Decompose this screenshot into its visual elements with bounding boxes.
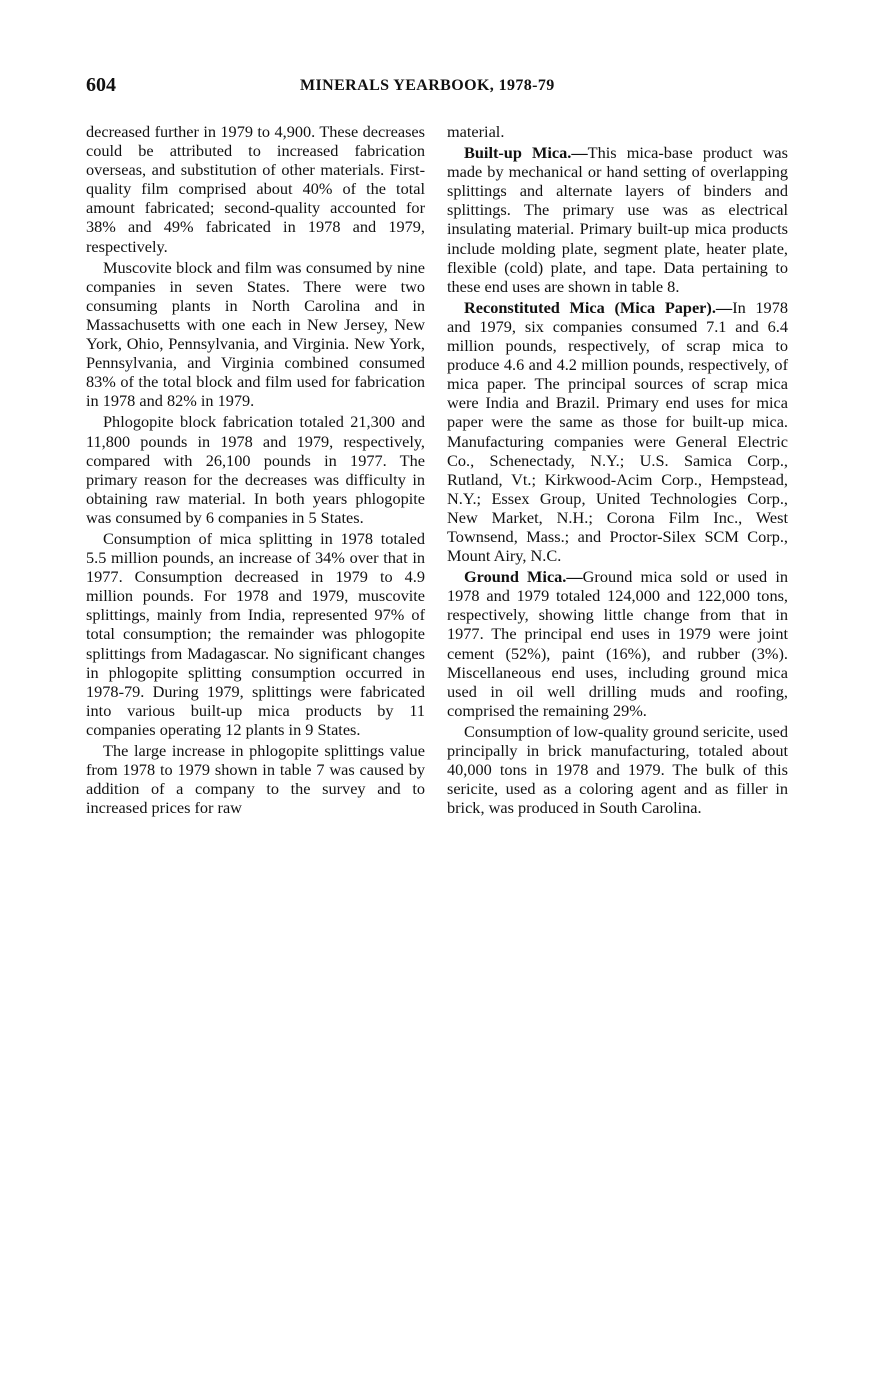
paragraph: Consumption of mica splitting in 1978 totaled 5.5 million pounds, an increase of 34% over that in 1977. Consumption decreased in 1979 to 4.9 million pounds. For 1978 and 1979, muscovite splittings, mainly from India, represented 97% of total consumption; the remainder was phlogopite splittings from Madagascar. No significant changes in phlogopite splitting consumption occurred in 1978-79. During 1979, splittings were fabricated into various built-up mica products by 11 companies operating 12 plants in 9 States. [86, 528, 425, 739]
section-heading-ground-mica: Ground Mica.— [464, 567, 583, 587]
paragraph: material. [447, 122, 505, 141]
paragraph: Muscovite block and film was consumed by nine companies in seven States. There were two consuming plants in North Carolina and in Massachusetts with one each in New Jersey, New York, Ohio, Pennsylvania, and Virginia. New York, Pennsylvania, and Virginia combined consumed 83% of the total block and film used for fabrication in 1978 and 82% in 1979. [86, 257, 425, 411]
section-heading-built-up-mica: Built-up Mica.— [464, 143, 588, 163]
paragraph [447, 567, 788, 720]
page-header [0, 74, 871, 102]
paragraph-text: Ground mica sold or used in 1978 and 1979 totaled 124,000 and 122,000 tons, respectively, showing little change from that in 1977. The principal end uses in 1979 were joint cement (52%), paint (16%), and rubber (3%). Miscellaneous end uses, including ground mica used in oil well drilling muds and roofing, comprised the remaining 29%. [447, 567, 788, 720]
running-title: MINERALS YEARBOOK, 1978-79 [300, 77, 555, 94]
paragraph-text: This mica-base product was made by mechanical or hand setting of overlapping splittings and alternate layers of binders and splittings. The primary use was as electrical insulating material. Primary built-up mica products include molding plate, segment plate, heater plate, flexible (cold) plate, and tape. Data pertaining to these end uses are shown in table 8. [447, 143, 788, 296]
paragraph: Consumption of low-quality ground sericite, used principally in brick manufacturing, totaled about 40,000 tons in 1978 and 1979. The bulk of this sericite, used as a coloring agent and as filler in brick, was produced in South Carolina. [447, 721, 788, 818]
paragraph: Phlogopite block fabrication totaled 21,300 and 11,800 pounds in 1978 and 1979, respectively, compared with 26,100 pounds in 1977. The primary reason for the decreases was difficulty in obtaining raw material. In both years phlogopite was consumed by 6 companies in 5 States. [86, 412, 425, 527]
paragraph [447, 298, 788, 565]
right-column [447, 122, 788, 819]
section-heading-reconstituted-mica: Reconstituted Mica (Mica Paper).— [464, 297, 733, 317]
left-column [86, 122, 425, 819]
paragraph [447, 143, 788, 296]
page-number: 604 [86, 74, 116, 96]
paragraph-text: In 1978 and 1979, six companies consumed 7.1 and 6.4 million pounds, respectively, of scrap mica to produce 4.6 and 4.2 million pounds, respectively, of mica paper. The principal sources of scrap mica were India and Brazil. Primary end uses for mica paper were the same as those for built-up mica. Manufacturing companies were General Electric Co., Schenectady, N.Y.; U.S. Samica Corp., Rutland, Vt.; Kirkwood-Acim Corp., Hempstead, N.Y.; Essex Group, United Technologies Corp., New Market, N.H.; Corona Film Inc., West Townsend, Mass.; and Proctor-Silex SCM Corp., Mount Airy, N.C. [447, 297, 788, 566]
paragraph: decreased further in 1979 to 4,900. These decreases could be attributed to increased fabrication overseas, and substitution of other materials. First-quality film comprised about 40% of the total amount fabricated; second-quality accounted for 38% and 49% fabricated in 1978 and 1979, respectively. [86, 122, 425, 256]
paragraph: The large increase in phlogopite splittings value from 1978 to 1979 shown in table 7 was caused by addition of a company to the survey and to increased prices for raw [86, 741, 425, 818]
